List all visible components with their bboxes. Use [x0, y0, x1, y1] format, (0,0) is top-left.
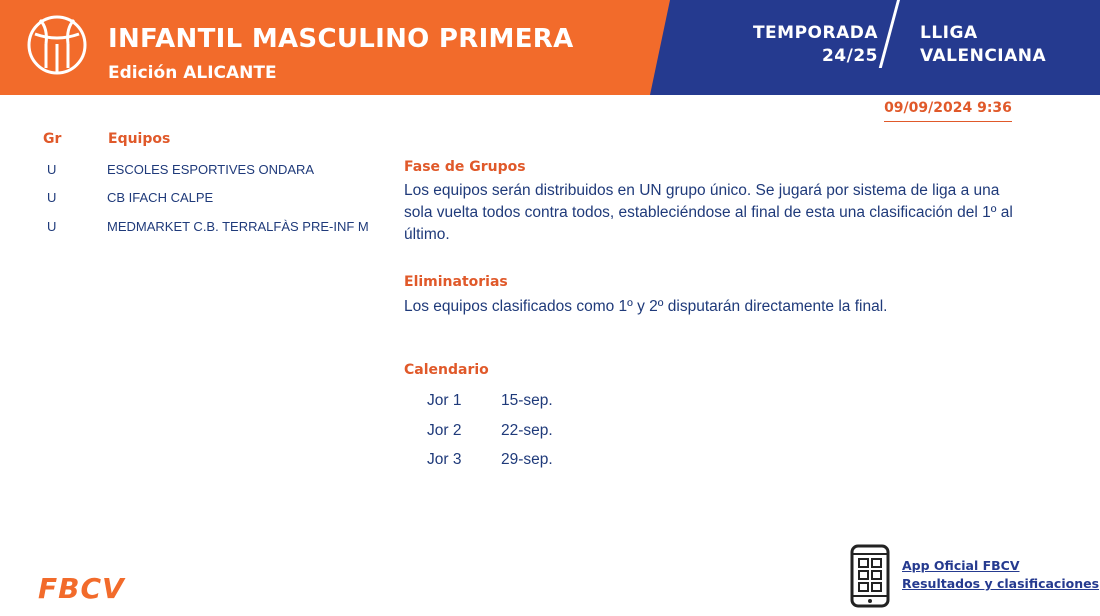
page-title: INFANTIL MASCULINO PRIMERA [108, 24, 574, 54]
calendar-round: Jor 2 [427, 422, 462, 439]
report-date: 09/09/2024 9:36 [884, 100, 1012, 122]
team-group: U [47, 219, 57, 234]
header-banner [0, 0, 1100, 95]
team-group: U [47, 190, 57, 205]
calendario-title: Calendario [404, 362, 489, 378]
app-link[interactable] [902, 557, 1099, 593]
team-name: CB IFACH CALPE [107, 190, 214, 205]
team-name: ESCOLES ESPORTIVES ONDARA [107, 162, 315, 177]
app-link-line-1[interactable]: App Oficial FBCV [902, 558, 1020, 573]
eliminatorias-text: Los equipos clasificados como 1º y 2º disputarán directamente la final. [404, 298, 888, 315]
league-line-1: LLIGA [920, 23, 978, 43]
calendar-date: 15-sep. [501, 392, 553, 409]
phone-app-icon[interactable] [850, 544, 890, 608]
app-link-line-2[interactable]: Resultados y clasificaciones [902, 576, 1100, 591]
fase-grupos-text: Los equipos serán distribuidos en UN grupo único. Se jugará por sistema de liga a una sola vuelta todos contra todos, estableciéndose al final de esta una clasificación del 1º al último. [404, 182, 1013, 243]
fase-grupos-title: Fase de Grupos [404, 159, 526, 175]
team-name: MEDMARKET C.B. TERRALFÀS PRE-INF M [107, 219, 369, 234]
calendar-row [0, 451, 600, 473]
season-line-2: 24/25 [821, 46, 878, 66]
fbcv-logo: FBCV [38, 572, 125, 605]
basketball-logo-icon [26, 14, 88, 76]
calendar-round: Jor 1 [427, 392, 462, 409]
calendar-date: 22-sep. [501, 422, 553, 439]
calendar-date: 29-sep. [501, 451, 553, 468]
calendar-row [0, 392, 600, 414]
team-row [0, 190, 390, 210]
teams-header-equipos: Equipos [108, 131, 171, 147]
team-row [0, 219, 390, 239]
team-group: U [47, 162, 57, 177]
calendar-round: Jor 3 [427, 451, 462, 468]
season-line-1: TEMPORADA [752, 23, 878, 43]
teams-header-gr: Gr [43, 131, 62, 147]
league-label [920, 22, 1046, 68]
team-row [0, 162, 390, 182]
eliminatorias-title: Eliminatorias [404, 274, 508, 290]
league-line-2: VALENCIANA [920, 46, 1047, 66]
calendar-row [0, 422, 600, 444]
page-subtitle: Edición ALICANTE [108, 63, 277, 83]
season-label [753, 22, 878, 68]
